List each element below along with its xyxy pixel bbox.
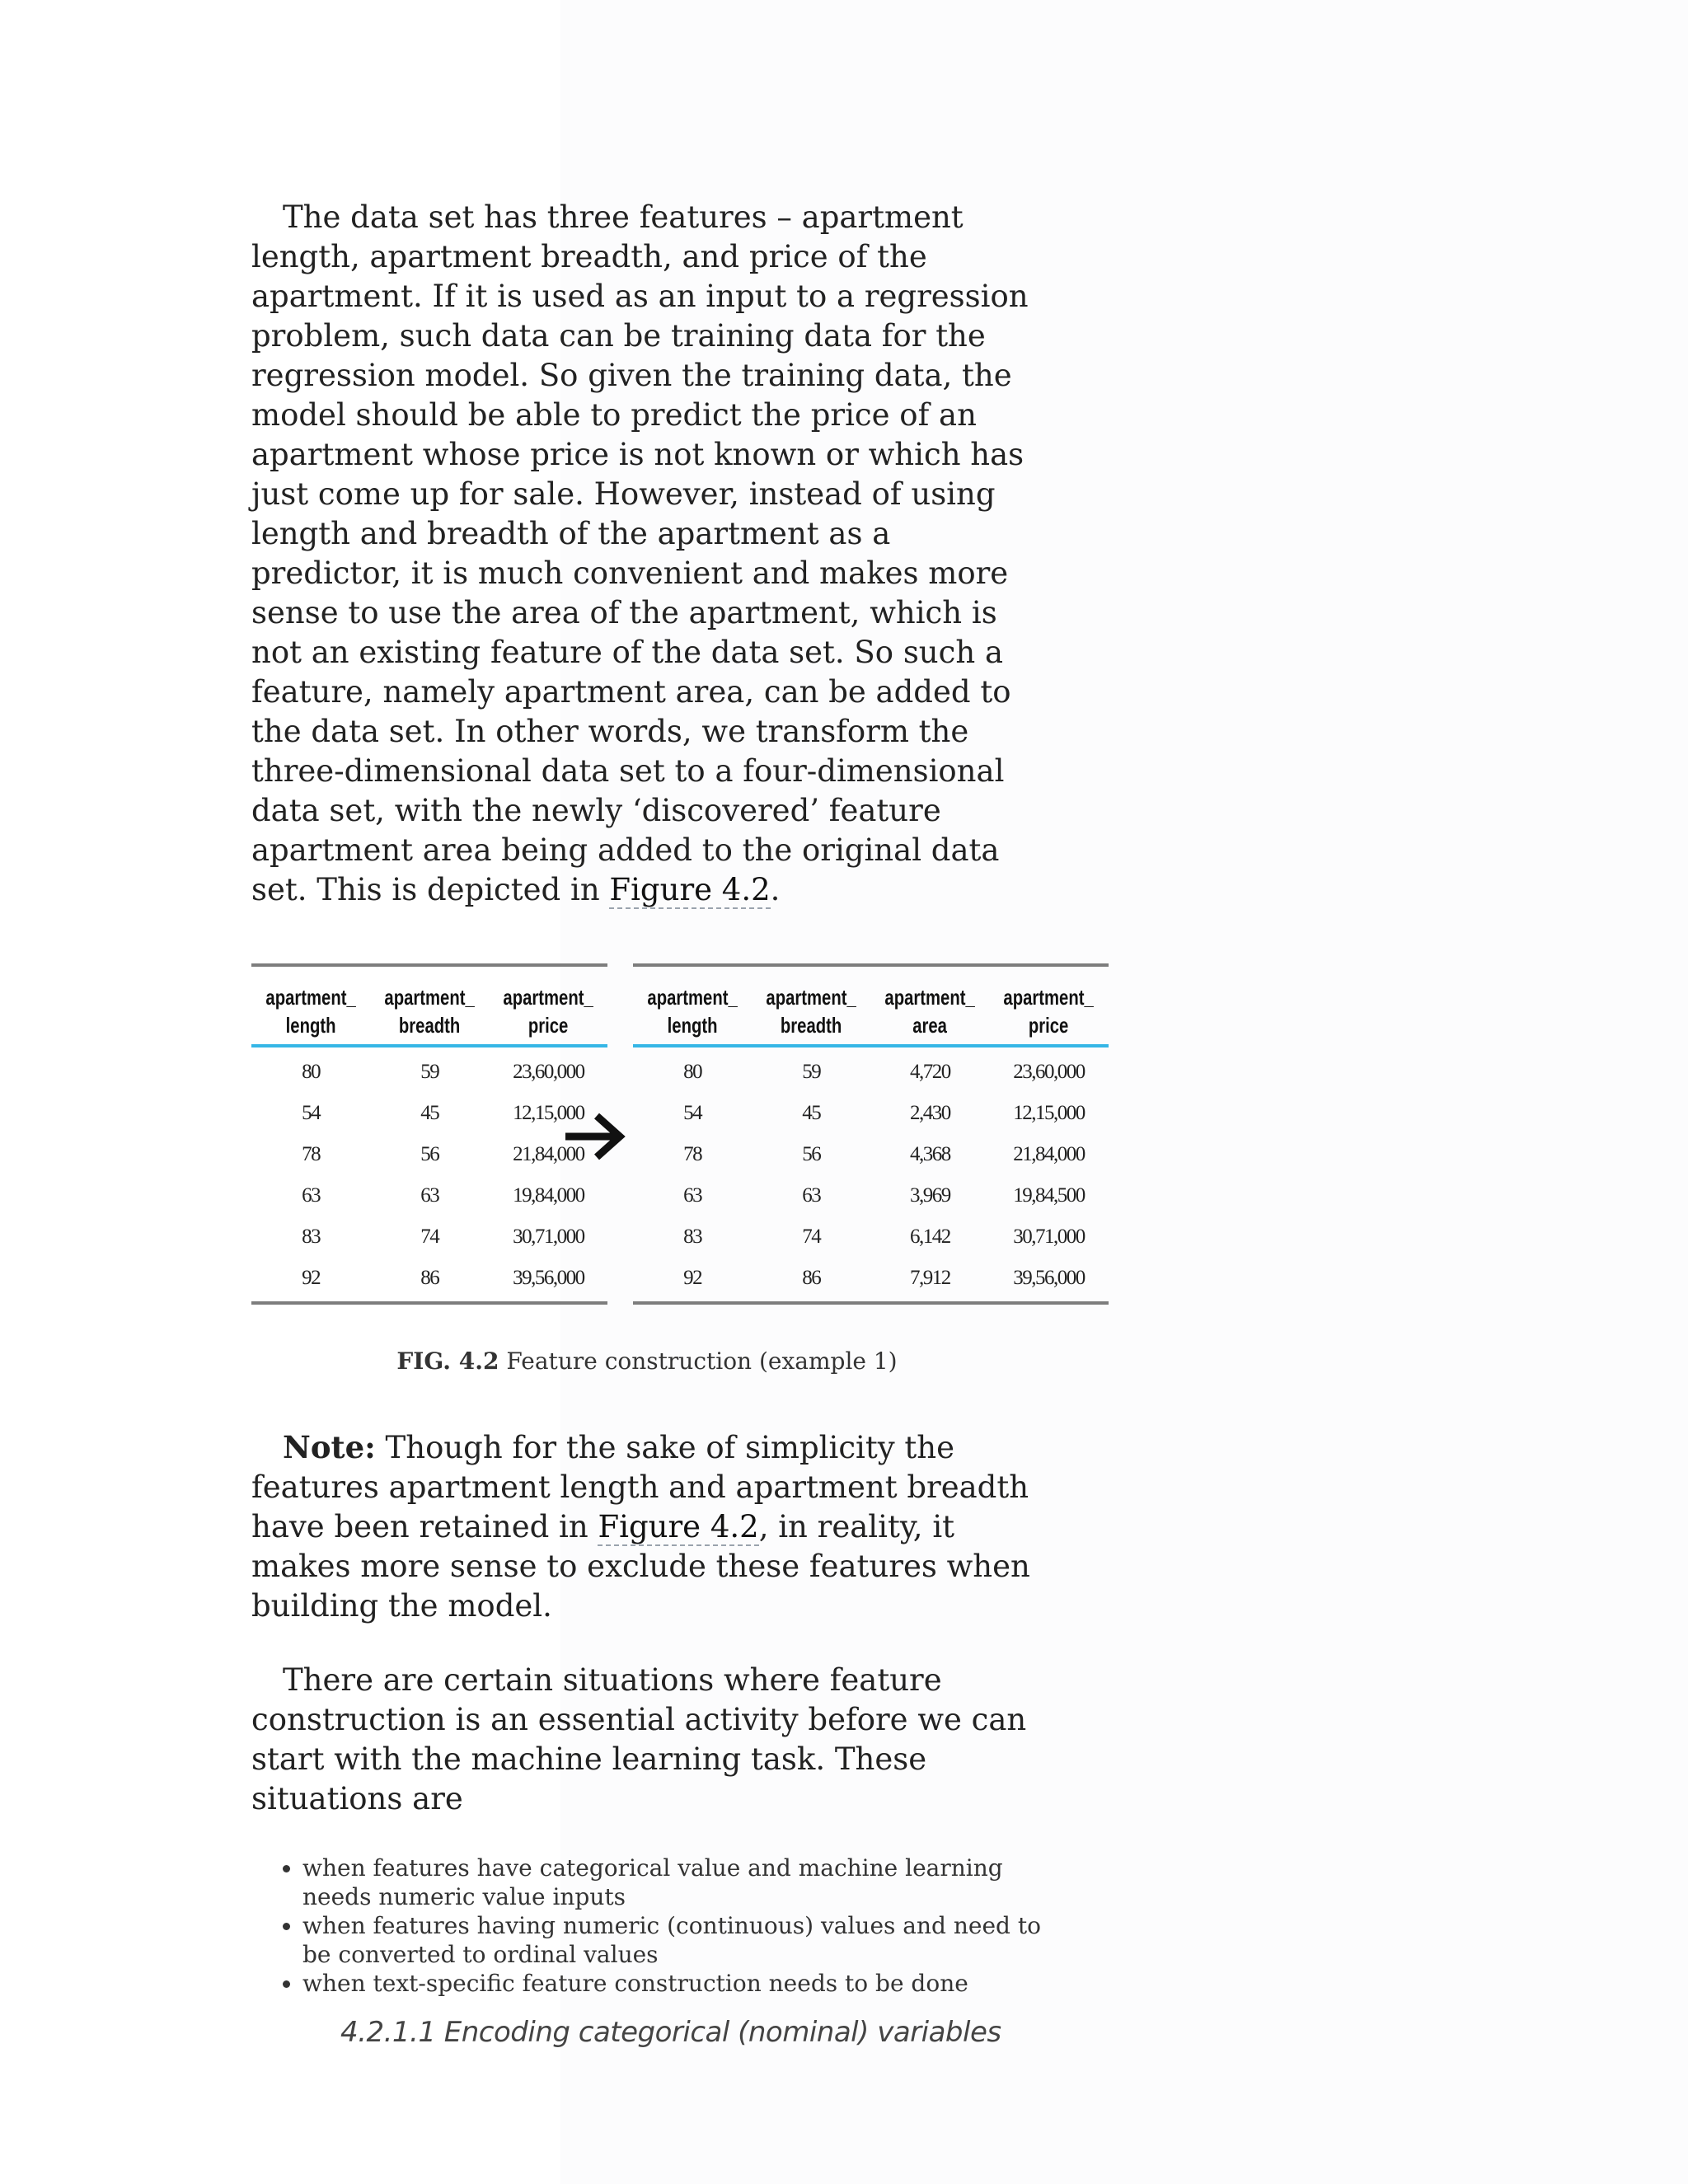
page-content xyxy=(251,198,1095,2049)
table-cell: 74 xyxy=(420,1226,439,1248)
note-paragraph xyxy=(251,1427,1043,1626)
table-cell: 23,60,000 xyxy=(513,1061,584,1083)
table-cell: 6,142 xyxy=(910,1226,950,1248)
original-data-table xyxy=(251,963,607,1305)
section-subheading: 4.2.1.1 Encoding categorical (nominal) variables xyxy=(340,2016,1001,2049)
table-row xyxy=(251,1134,607,1175)
table-cell: 21,84,000 xyxy=(513,1143,584,1165)
table-row xyxy=(633,1046,1109,1093)
table-row xyxy=(251,1093,607,1134)
table-cell: 12,15,000 xyxy=(1013,1102,1085,1124)
column-header: apartment_ area xyxy=(884,985,976,1038)
table-row xyxy=(251,1046,607,1093)
table-cell: 80 xyxy=(302,1061,321,1083)
table-cell: 45 xyxy=(802,1102,821,1124)
table-cell: 30,71,000 xyxy=(1013,1226,1085,1248)
column-header: apartment_ breadth xyxy=(766,985,856,1038)
table-cell: 2,430 xyxy=(910,1102,950,1124)
list-item: • when features have categorical value and machine learning needs numeric value inputs xyxy=(302,1854,1043,1911)
intro-text-end: . xyxy=(770,872,781,907)
caption-label: FIG. 4.2 xyxy=(396,1347,499,1375)
table-cell: 4,720 xyxy=(910,1061,950,1083)
table-cell: 83 xyxy=(302,1226,321,1248)
intro-text: The data set has three features – apartment length, apartment breadth, and price of the apartment. If it is used as an input to a regression problem, such data can be training data for the regression model. So given the training data, the model should be able to predict the price of an apartment whose price is not known or which has just come up for sale. However, instead of using length and breadth of the apartment as a predictor, it is much convenient and makes more sense to use the area of the apartment, which is not an existing feature of the data set. So such a feature, namely apartment area, can be added to the data set. In other words, we transform the three-dimensional data set to a four-dimensional data set, with the newly ‘discovered’ feature apartment area being added to the original data set. This is depicted in xyxy=(251,199,1029,907)
table-cell: 59 xyxy=(420,1061,439,1083)
intro-paragraph xyxy=(251,198,1043,910)
column-header: apartment_ price xyxy=(503,985,594,1038)
table-cell: 56 xyxy=(420,1143,439,1165)
column-header: apartment_ length xyxy=(647,985,738,1038)
table-cell: 92 xyxy=(683,1267,702,1289)
table-cell: 30,71,000 xyxy=(513,1226,584,1248)
note-text: Though for the sake of simplicity the features apartment length and apartment breadth have been retained in xyxy=(251,1430,1029,1544)
caption-text: Feature construction (example 1) xyxy=(499,1347,898,1375)
column-header: apartment_ breadth xyxy=(384,985,475,1038)
constructed-data-table xyxy=(633,963,1109,1305)
note-label: Note: xyxy=(283,1429,376,1465)
table-cell: 21,84,000 xyxy=(1013,1143,1085,1165)
table-cell: 63 xyxy=(302,1184,321,1207)
situations-paragraph: There are certain situations where feature construction is an essential activity before we can start with the machine learning task. These situations are xyxy=(251,1662,1027,1816)
table-cell: 39,56,000 xyxy=(513,1267,584,1289)
table-cell: 23,60,000 xyxy=(1013,1061,1085,1083)
table-cell: 86 xyxy=(420,1267,439,1289)
figure-link[interactable]: Figure 4.2 xyxy=(609,872,771,907)
figure-4-2 xyxy=(251,963,1095,1347)
table-cell: 78 xyxy=(302,1143,321,1165)
table-row xyxy=(251,1216,607,1258)
table-cell: 54 xyxy=(302,1102,321,1124)
table-cell: 19,84,000 xyxy=(513,1184,584,1207)
table-row xyxy=(633,1134,1109,1175)
right-arrow-icon xyxy=(562,1108,628,1165)
situations-list xyxy=(251,1854,1043,1998)
table-cell: 63 xyxy=(683,1184,702,1207)
table-cell: 63 xyxy=(420,1184,439,1207)
table-cell: 63 xyxy=(802,1184,821,1207)
table-cell: 56 xyxy=(802,1143,821,1165)
table-cell: 12,15,000 xyxy=(513,1102,584,1124)
column-header: apartment_ length xyxy=(265,985,356,1038)
list-item: • when text-specific feature construction needs to be done xyxy=(302,1969,1043,1998)
table-cell: 92 xyxy=(302,1267,321,1289)
note-text-end: , in reality, it makes more sense to exclude these features when building the model. xyxy=(251,1509,1030,1624)
table-cell: 59 xyxy=(802,1061,821,1083)
table-cell: 45 xyxy=(420,1102,439,1124)
table-cell: 86 xyxy=(802,1267,821,1289)
table-row xyxy=(633,1216,1109,1258)
table-row xyxy=(633,1258,1109,1303)
column-header: apartment_ price xyxy=(1003,985,1095,1038)
table-header-row xyxy=(633,965,1109,1046)
table-cell: 19,84,500 xyxy=(1013,1184,1085,1207)
table-cell: 54 xyxy=(683,1102,702,1124)
table-row xyxy=(633,1093,1109,1134)
table-cell: 7,912 xyxy=(910,1267,950,1289)
table-cell: 4,368 xyxy=(910,1143,950,1165)
table-row xyxy=(251,1258,607,1303)
figure-link[interactable]: Figure 4.2 xyxy=(598,1509,759,1544)
table-cell: 83 xyxy=(683,1226,702,1248)
list-item: • when features having numeric (continuous) values and need to be converted to ordinal values xyxy=(302,1911,1043,1969)
table-cell: 78 xyxy=(683,1143,702,1165)
table-row xyxy=(633,1175,1109,1216)
table-header-row xyxy=(251,965,607,1046)
table-cell: 3,969 xyxy=(910,1184,950,1207)
table-cell: 39,56,000 xyxy=(1013,1267,1085,1289)
table-row xyxy=(251,1175,607,1216)
table-cell: 80 xyxy=(683,1061,702,1083)
figure-caption xyxy=(251,1347,1043,1376)
table-cell: 74 xyxy=(802,1226,821,1248)
